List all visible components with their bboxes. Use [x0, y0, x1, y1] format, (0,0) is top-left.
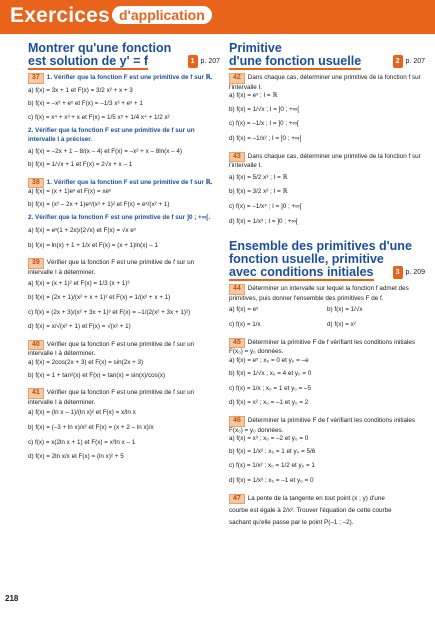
- section-title-line: Montrer qu'une fonction: [28, 41, 172, 55]
- exercise-line: 1. Vérifier que la fonction F est une primitive de f sur ℝ.: [46, 74, 213, 81]
- exercise-intro: Dans chaque cas, déterminer une primitive de la fonction f sur l'intervalle I.: [229, 74, 421, 91]
- exercise-44: [229, 284, 425, 329]
- exercise-line: a) f(x) = x³ ; x₀ = –2 et y₀ = 0: [229, 435, 309, 443]
- exercise-line: a) f(x) = 2cos(2x + 3) et F(x) = sin(2x + 3): [28, 359, 144, 367]
- section-title-line: Primitive: [229, 41, 282, 55]
- exercise-line: a) f(x) = –2x + 1 – 8/(x – 4) et F(x) = –x² + x – 8ln(x – 4): [28, 147, 182, 155]
- exercise-41: [28, 388, 220, 462]
- exercise-intro: Déterminer la primitive F de f vérifiant les conditions initiales F(x₀) = y₀ données.: [229, 338, 416, 356]
- header-subtitle: d'application: [112, 6, 212, 24]
- exercise-number: 41: [28, 388, 44, 399]
- exercise-40: [28, 340, 220, 380]
- exercise-line: a) f(x) = eˣ ; x₀ = 0 et y₀ = –e: [229, 356, 309, 364]
- exercise-line: b) f(x) = 1/√x ; I = ]0 ; +∞[: [229, 105, 300, 113]
- exercise-line: c) f(x) = x⁴ + x³ + x et F(x) = 1/5 x⁵ + 1/4 x⁴ + 1/2 x²: [28, 113, 170, 121]
- exercise-line: 2. Vérifier que la fonction F est une primitive de f sur un intervalle I à préciser.: [28, 127, 195, 143]
- exercise-intro: Déterminer la primitive F de f vérifiant les conditions initiales F(x₀) = y₀ données.: [229, 417, 416, 434]
- section-ref: [188, 55, 220, 68]
- section-title-line: Ensemble des primitives d'une: [229, 239, 412, 254]
- exercise-number: 42: [229, 73, 245, 84]
- exercise-number: 43: [229, 152, 245, 163]
- right-column: [229, 42, 425, 527]
- exercise-intro: Dans chaque cas, déterminer une primitive de la fonction f sur l'intervalle I.: [229, 152, 421, 170]
- section-title-3: [229, 240, 425, 279]
- exercise-line: 1. Vérifier que la fonction F est une primitive de f sur ℝ.: [46, 178, 213, 186]
- exercise-47: [229, 494, 425, 528]
- exercise-line: b) f(x) = 1/√x ; x₀ = 4 et y₀ = 0: [229, 370, 312, 378]
- section-badge: 2: [393, 55, 403, 68]
- exercise-line: d) f(x) = –1/x² ; I = ]0 ; +∞[: [229, 134, 302, 142]
- exercise-line: a) f(x) = eˣ ; I = ℝ: [229, 92, 278, 100]
- exercise-line: Vérifier que la fonction F est une primitive de f sur un intervalle I à déterminer.: [28, 389, 195, 406]
- exercise-line: Vérifier que la fonction F est une primitive de f sur un intervalle I à déterminer.: [28, 340, 195, 358]
- exercise-line: d) f(x) = x²: [327, 320, 356, 328]
- page-ref: p. 209: [405, 269, 425, 277]
- section-title-line: avec conditions initiales: [229, 265, 374, 280]
- page-ref: p. 207: [405, 58, 425, 65]
- page-ref: p. 207: [200, 58, 220, 65]
- exercise-line: c) f(x) = 1/x ; x₀ = 1 et y₀ = –5: [229, 384, 312, 392]
- exercise-intro: Déterminer un intervalle sur lequel la fonction f admet des primitives, puis donner l'ensemble des primitives F de f.: [229, 285, 409, 302]
- exercise-line: b) f(x) = 1/√x: [327, 306, 363, 314]
- exercise-line: d) f(x) = x/√(x² + 1) et F(x) = √(x² + 1): [28, 323, 131, 331]
- exercise-line: Vérifier que la fonction F est une primitive de f sur un intervalle I à déterminer.: [28, 259, 195, 276]
- exercise-line: d) f(x) = x² ; x₀ = –1 et y₀ = 2: [229, 399, 309, 407]
- exercise-line: a) f(x) = (ln x – 1)/(ln x)² et F(x) = x/ln x: [28, 409, 136, 417]
- exercise-line: d) f(x) = 1/x³ ; x₀ = –1 et y₀ = 0: [229, 477, 314, 485]
- section-title-line: est solution de y' = f: [28, 54, 149, 68]
- exercise-line: d) f(x) = 1/x³ ; I = ]0 ; +∞[: [229, 217, 298, 225]
- section-title-2: [229, 42, 425, 68]
- exercise-line: c) f(x) = x(2ln x + 1) et F(x) = x²ln x – 1: [28, 438, 136, 446]
- exercise-number: 44: [229, 284, 245, 295]
- page-number: 218: [5, 594, 19, 603]
- exercise-line: b) f(x) = (2x + 1)/(x² + x + 1)² et F(x) = 1/(x² + x + 1): [28, 294, 171, 302]
- exercise-line: a) f(x) = 5/2 x³ ; I = ℝ: [229, 173, 288, 181]
- exercise-46: [229, 416, 425, 486]
- exercise-42: [229, 73, 425, 144]
- exercise-line: a) f(x) = eˣ: [229, 306, 259, 314]
- exercise-line: 2. Vérifier que la fonction F est une primitive de f sur ]0 ; +∞[.: [28, 213, 211, 221]
- exercise-line: b) f(x) = 1 + tan²(x) et F(x) = tan(x) = sin(x)/cos(x): [28, 371, 166, 379]
- exercise-37: [28, 73, 220, 170]
- exercise-line: a) f(x) = 3x + 1 et F(x) = 3/2 x² + x + 3: [28, 86, 133, 94]
- exercise-number: 47: [229, 494, 245, 505]
- exercise-line: b) f(x) = 1/√x + 1 et F(x) = 2√x + x – 1: [28, 161, 133, 169]
- exercise-39: [28, 258, 220, 332]
- exercise-line: b) f(x) = –x² + eˣ et F(x) = –1/3 x³ + eˣ + 1: [28, 100, 143, 108]
- exercise-number: 40: [28, 340, 44, 351]
- exercise-line: La pente de la tangente en tout point (x ; y) d'une: [247, 494, 385, 502]
- exercise-line: sachant qu'elle passe par le point P(–1 ; –2).: [229, 518, 354, 526]
- exercise-line: b) f(x) = 1/x² ; x₀ = 1 et y₀ = 5/6: [229, 447, 316, 455]
- section-title-line: d'une fonction usuelle: [229, 54, 362, 68]
- exercise-number: 37: [28, 73, 44, 84]
- exercise-line: c) f(x) = 1/x: [229, 320, 261, 328]
- left-column: [28, 42, 220, 462]
- exercise-number: 45: [229, 338, 245, 349]
- page-header: [0, 0, 435, 34]
- exercise-line: a) f(x) = eˣ(1 + 2x)/(2√x) et F(x) = √x eˣ: [28, 227, 136, 235]
- exercise-line: c) f(x) = (2x + 3)/(x² + 3x + 1)³ et F(x) = –1/(2(x² + 3x + 1)²): [28, 308, 191, 316]
- exercise-number: 46: [229, 416, 245, 427]
- exercise-43: [229, 152, 425, 227]
- exercise-line: c) f(x) = 1/x² ; x₀ = 1/2 et y₀ = 1: [229, 462, 315, 470]
- section-badge: 3: [393, 266, 403, 279]
- section-title-line: fonction usuelle, primitive: [229, 252, 384, 267]
- exercise-line: b) f(x) = ln(x) + 1 + 1/x et F(x) = (x + 1)ln(x) – 1: [28, 241, 158, 249]
- exercise-line: c) f(x) = –1/x ; I = ]0 ; +∞[: [229, 120, 299, 128]
- exercise-line: c) f(x) = –1/x⁴ ; I = ]0 ; +∞[: [229, 202, 302, 210]
- section-title-1: [28, 42, 220, 68]
- header-title: Exercices: [10, 4, 110, 27]
- exercise-line: d) f(x) = 2ln x/x et F(x) = (ln x)² + 5: [28, 453, 124, 461]
- exercise-line: courbe est égale à 2/x². Trouver l'équation de cette courbe: [229, 507, 392, 515]
- exercise-number: 39: [28, 258, 44, 269]
- exercise-line: b) f(x) = (–3 + ln x)/x² et F(x) = (x + 2 – ln x)/x: [28, 424, 154, 432]
- section-ref: [393, 266, 425, 279]
- exercise-line: b) f(x) = 3/2 x² ; I = ℝ: [229, 188, 288, 196]
- exercise-line: a) f(x) = (x + 1)eˣ et F(x) = xeˣ: [28, 188, 112, 196]
- exercise-number: 38: [28, 178, 44, 189]
- section-badge: 1: [188, 55, 198, 68]
- section-ref: [393, 55, 425, 68]
- exercise-line: a) f(x) = (x + 1)² et F(x) = 1/3 (x + 1)³: [28, 279, 130, 287]
- exercise-45: [229, 338, 425, 409]
- exercise-38: [28, 178, 220, 251]
- exercise-line: b) f(x) = (x² – 2x + 1)eˣ/(x² + 1)² et F(x) = eˣ/(x² + 1): [28, 200, 170, 208]
